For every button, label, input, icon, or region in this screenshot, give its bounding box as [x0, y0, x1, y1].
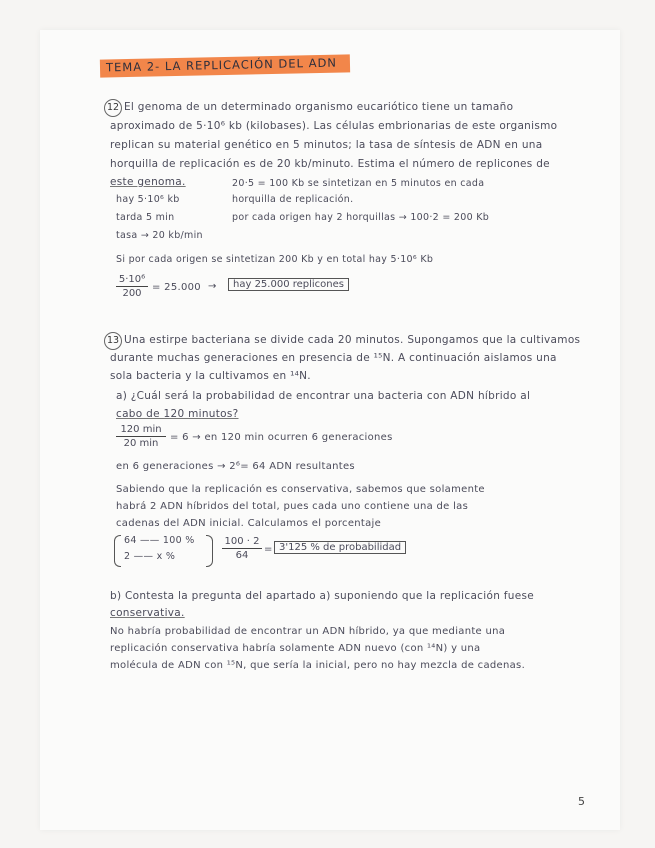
rule-bracket-left [114, 535, 121, 567]
page-number: 5 [578, 795, 585, 808]
q13b-question-1: b) Contesta la pregunta del apartado a) suponiendo que la replicación fuese [110, 590, 535, 602]
q13b-text-2: replicación conservativa habría solamente ADN nuevo (con ¹⁴N) y una [110, 643, 481, 654]
q13a-answer-box: 3'125 % de probabilidad [274, 541, 406, 554]
q13-line-1: Una estirpe bacteriana se divide cada 20 minutos. Supongamos que la cultivamos [124, 334, 581, 346]
q13a-text-2: habrá 2 ADN híbridos del total, pues cada uno contiene una de las [116, 501, 469, 512]
q12-line-5: este genoma. [110, 176, 186, 188]
q13a-fraction-denominator: 20 min [123, 438, 159, 449]
q13a-rule-1: 64 —— 100 % [124, 535, 195, 546]
q13a-question-1: a) ¿Cuál será la probabilidad de encontrar una bacteria con ADN híbrido al [116, 390, 531, 402]
q12-fraction [116, 274, 148, 299]
q13a-equals: = [264, 544, 273, 555]
q13-line-3: sola bacteria y la cultivamos en ¹⁴N. [110, 370, 311, 382]
q12-work-1b: horquilla de replicación. [232, 194, 354, 205]
fraction-bar [222, 548, 262, 549]
q12-data-time: tarda 5 min [116, 212, 175, 223]
q13a-fraction [116, 424, 166, 449]
q13b-question-2: conservativa. [110, 607, 185, 619]
q12-fraction-denominator: 200 [122, 288, 142, 299]
q12-arrow: → [208, 281, 217, 292]
q13a-generations: en 6 generaciones → 2⁶= 64 ADN resultantes [116, 461, 355, 472]
q12-work-3: Si por cada origen se sintetizan 200 Kb y en total hay 5·10⁶ Kb [116, 254, 434, 265]
q12-work-1: 20·5 = 100 Kb se sintetizan en 5 minutos en cada [232, 178, 485, 189]
q13a-rule-2: 2 —— x % [124, 551, 176, 562]
q13b-text-1: No habría probabilidad de encontrar un ADN híbrido, ya que mediante una [110, 626, 506, 637]
q12-data-rate: tasa → 20 kb/min [116, 230, 203, 241]
q13a-fraction-numerator: 120 min [120, 424, 162, 435]
q13-line-2: durante muchas generaciones en presencia de ¹⁵N. A continuación aislamos una [110, 352, 557, 364]
page-title: TEMA 2- LA REPLICACIÓN DEL ADN [105, 55, 338, 75]
question-12-number: 12 [104, 99, 122, 117]
question-13-number: 13 [104, 332, 122, 350]
q12-result: = 25.000 [152, 282, 201, 293]
q13a-calc-numerator: 100 · 2 [224, 536, 260, 547]
fraction-bar [116, 436, 166, 437]
q13a-result: = 6 → en 120 min ocurren 6 generaciones [170, 432, 393, 443]
fraction-bar [116, 286, 148, 287]
q12-fraction-numerator: 5·10⁶ [118, 274, 146, 285]
rule-bracket-right [206, 535, 213, 567]
q12-line-4: horquilla de replicación es de 20 kb/minuto. Estima el número de replicones de [110, 158, 550, 170]
q13a-text-3: cadenas del ADN inicial. Calculamos el porcentaje [116, 518, 382, 529]
q12-line-3: replican su material genético en 5 minutos; la tasa de síntesis de ADN en una [110, 139, 543, 151]
q12-work-2: por cada origen hay 2 horquillas → 100·2 = 200 Kb [232, 212, 490, 223]
q13b-text-3: molécula de ADN con ¹⁵N, que sería la inicial, pero no hay mezcla de cadenas. [110, 660, 526, 671]
q13a-calc-denominator: 64 [235, 550, 249, 561]
q12-answer-box: hay 25.000 replicones [228, 278, 349, 291]
q13a-calc-fraction [222, 536, 262, 561]
q12-data-genome: hay 5·10⁶ kb [116, 194, 180, 205]
q13a-text-1: Sabiendo que la replicación es conservativa, sabemos que solamente [116, 484, 485, 495]
q12-line-2: aproximado de 5·10⁶ kb (kilobases). Las células embrionarias de este organismo [110, 120, 558, 132]
q12-line-1: El genoma de un determinado organismo eucariótico tiene un tamaño [124, 101, 514, 113]
q13a-question-2: cabo de 120 minutos? [116, 408, 239, 420]
